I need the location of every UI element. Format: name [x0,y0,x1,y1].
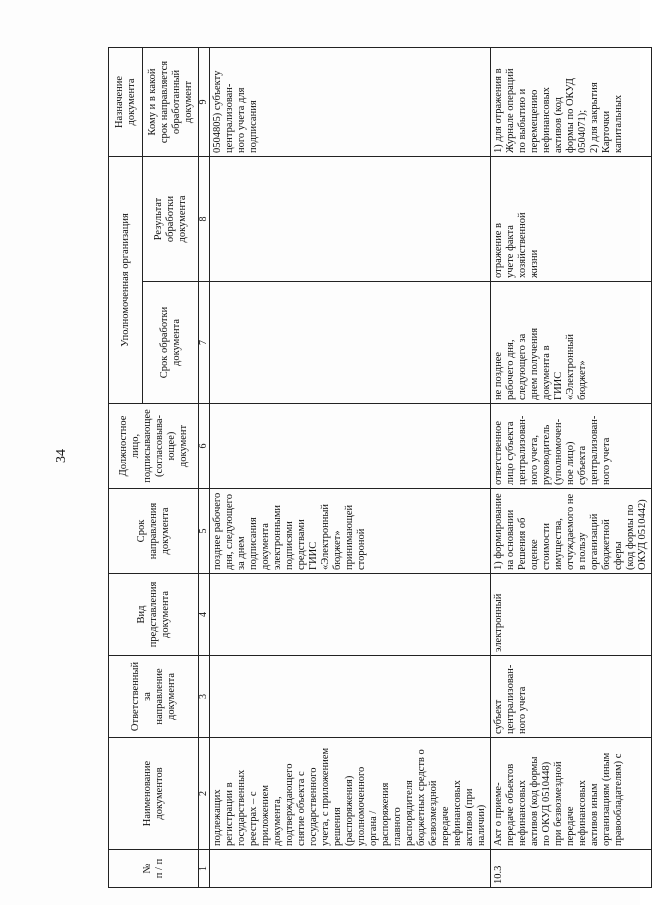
rotated-table-container [108,48,648,888]
header-result: Результат обработки документа [143,157,199,282]
column-number: 6 [199,404,210,489]
cell-result: отражение в учете факта хозяйственной жизни [491,157,652,282]
column-number: 7 [199,282,210,404]
column-number: 4 [199,574,210,656]
page-number: 34 [54,449,69,463]
header-no: № п / п [109,850,199,888]
cell-name: Акт о приеме- передаче объектов нефинансовых активов (код формы по ОКУД 0510448) при безвозмездной передаче нефинансовых активов иным организациям (иным правообладателям) с [491,738,652,850]
cell-responsible [210,656,491,738]
header-process-term: Срок обработки документа [143,282,199,404]
cell-responsible: субъект централизован- ного учета [491,656,652,738]
header-recipient: Кому и в какой срок направляется обработанный документ [143,48,199,157]
header-kind: Вид представления документа [109,574,199,656]
column-number: 9 [199,48,210,157]
cell-kind [210,574,491,656]
cell-result [210,157,491,282]
column-number: 3 [199,656,210,738]
header-responsible: Ответственный за направление документа [109,656,199,738]
column-number: 5 [199,489,210,574]
column-number: 1 [199,850,210,888]
cell-send-term: 1) формирование на основании Решения об оценке стоимости имущества, отчуждаемого не в пользу организаций бюджетной сферы (код формы по ОКУД 0510442) [491,489,652,574]
table-row [210,48,491,888]
header-send-term: Срок направления документа [109,489,199,574]
cell-no: 10.3 [491,850,652,888]
cell-name: подлежащих регистрации в государственных реестрах – с приложением документа, подтверждающего снятие объекта с государственного учета, с приложением решения (распоряжения) уполномоченного органа / распоряжения главного распорядителя бюджетных средств о безвозмездной передаче нефинансовых активов (при наличии) [210,738,491,850]
cell-recipient: 1) для отражения в Журнале операций по выбытию и перемещению нефинансовых активов (код формы по ОКУД 0504071); 2) для закрытия Карточки капитальных [491,48,652,157]
cell-kind: электронный [491,574,652,656]
column-number: 2 [199,738,210,850]
cell-official [210,404,491,489]
header-org: Уполномоченная организация [109,157,143,404]
cell-official: ответственное лицо субъекта централизован- ного учета, руководитель (уполномочен- ное лицо) субъекта централизован- ного учета [491,404,652,489]
cell-recipient: 0504805) субъекту централизован- ного учета для подписания [210,48,491,157]
cell-process-term [210,282,491,404]
cell-send-term: позднее рабочего дня, следующего за днем подписания документа электронными подписями средствами ГИИС «Электронный бюджет» принимающей стороной [210,489,491,574]
document-table [108,47,652,888]
cell-no [210,850,491,888]
cell-process-term: не позднее рабочего дня, следующего за днем получения документа в ГИИС «Электронный бюджет» [491,282,652,404]
header-purpose: Назначение документа [109,48,143,157]
column-number: 8 [199,157,210,282]
table-row [491,48,652,888]
header-name: Наименование документов [109,738,199,850]
header-official: Должностное лицо, подписывающее (согласовыва- ющее) документ [109,404,199,489]
